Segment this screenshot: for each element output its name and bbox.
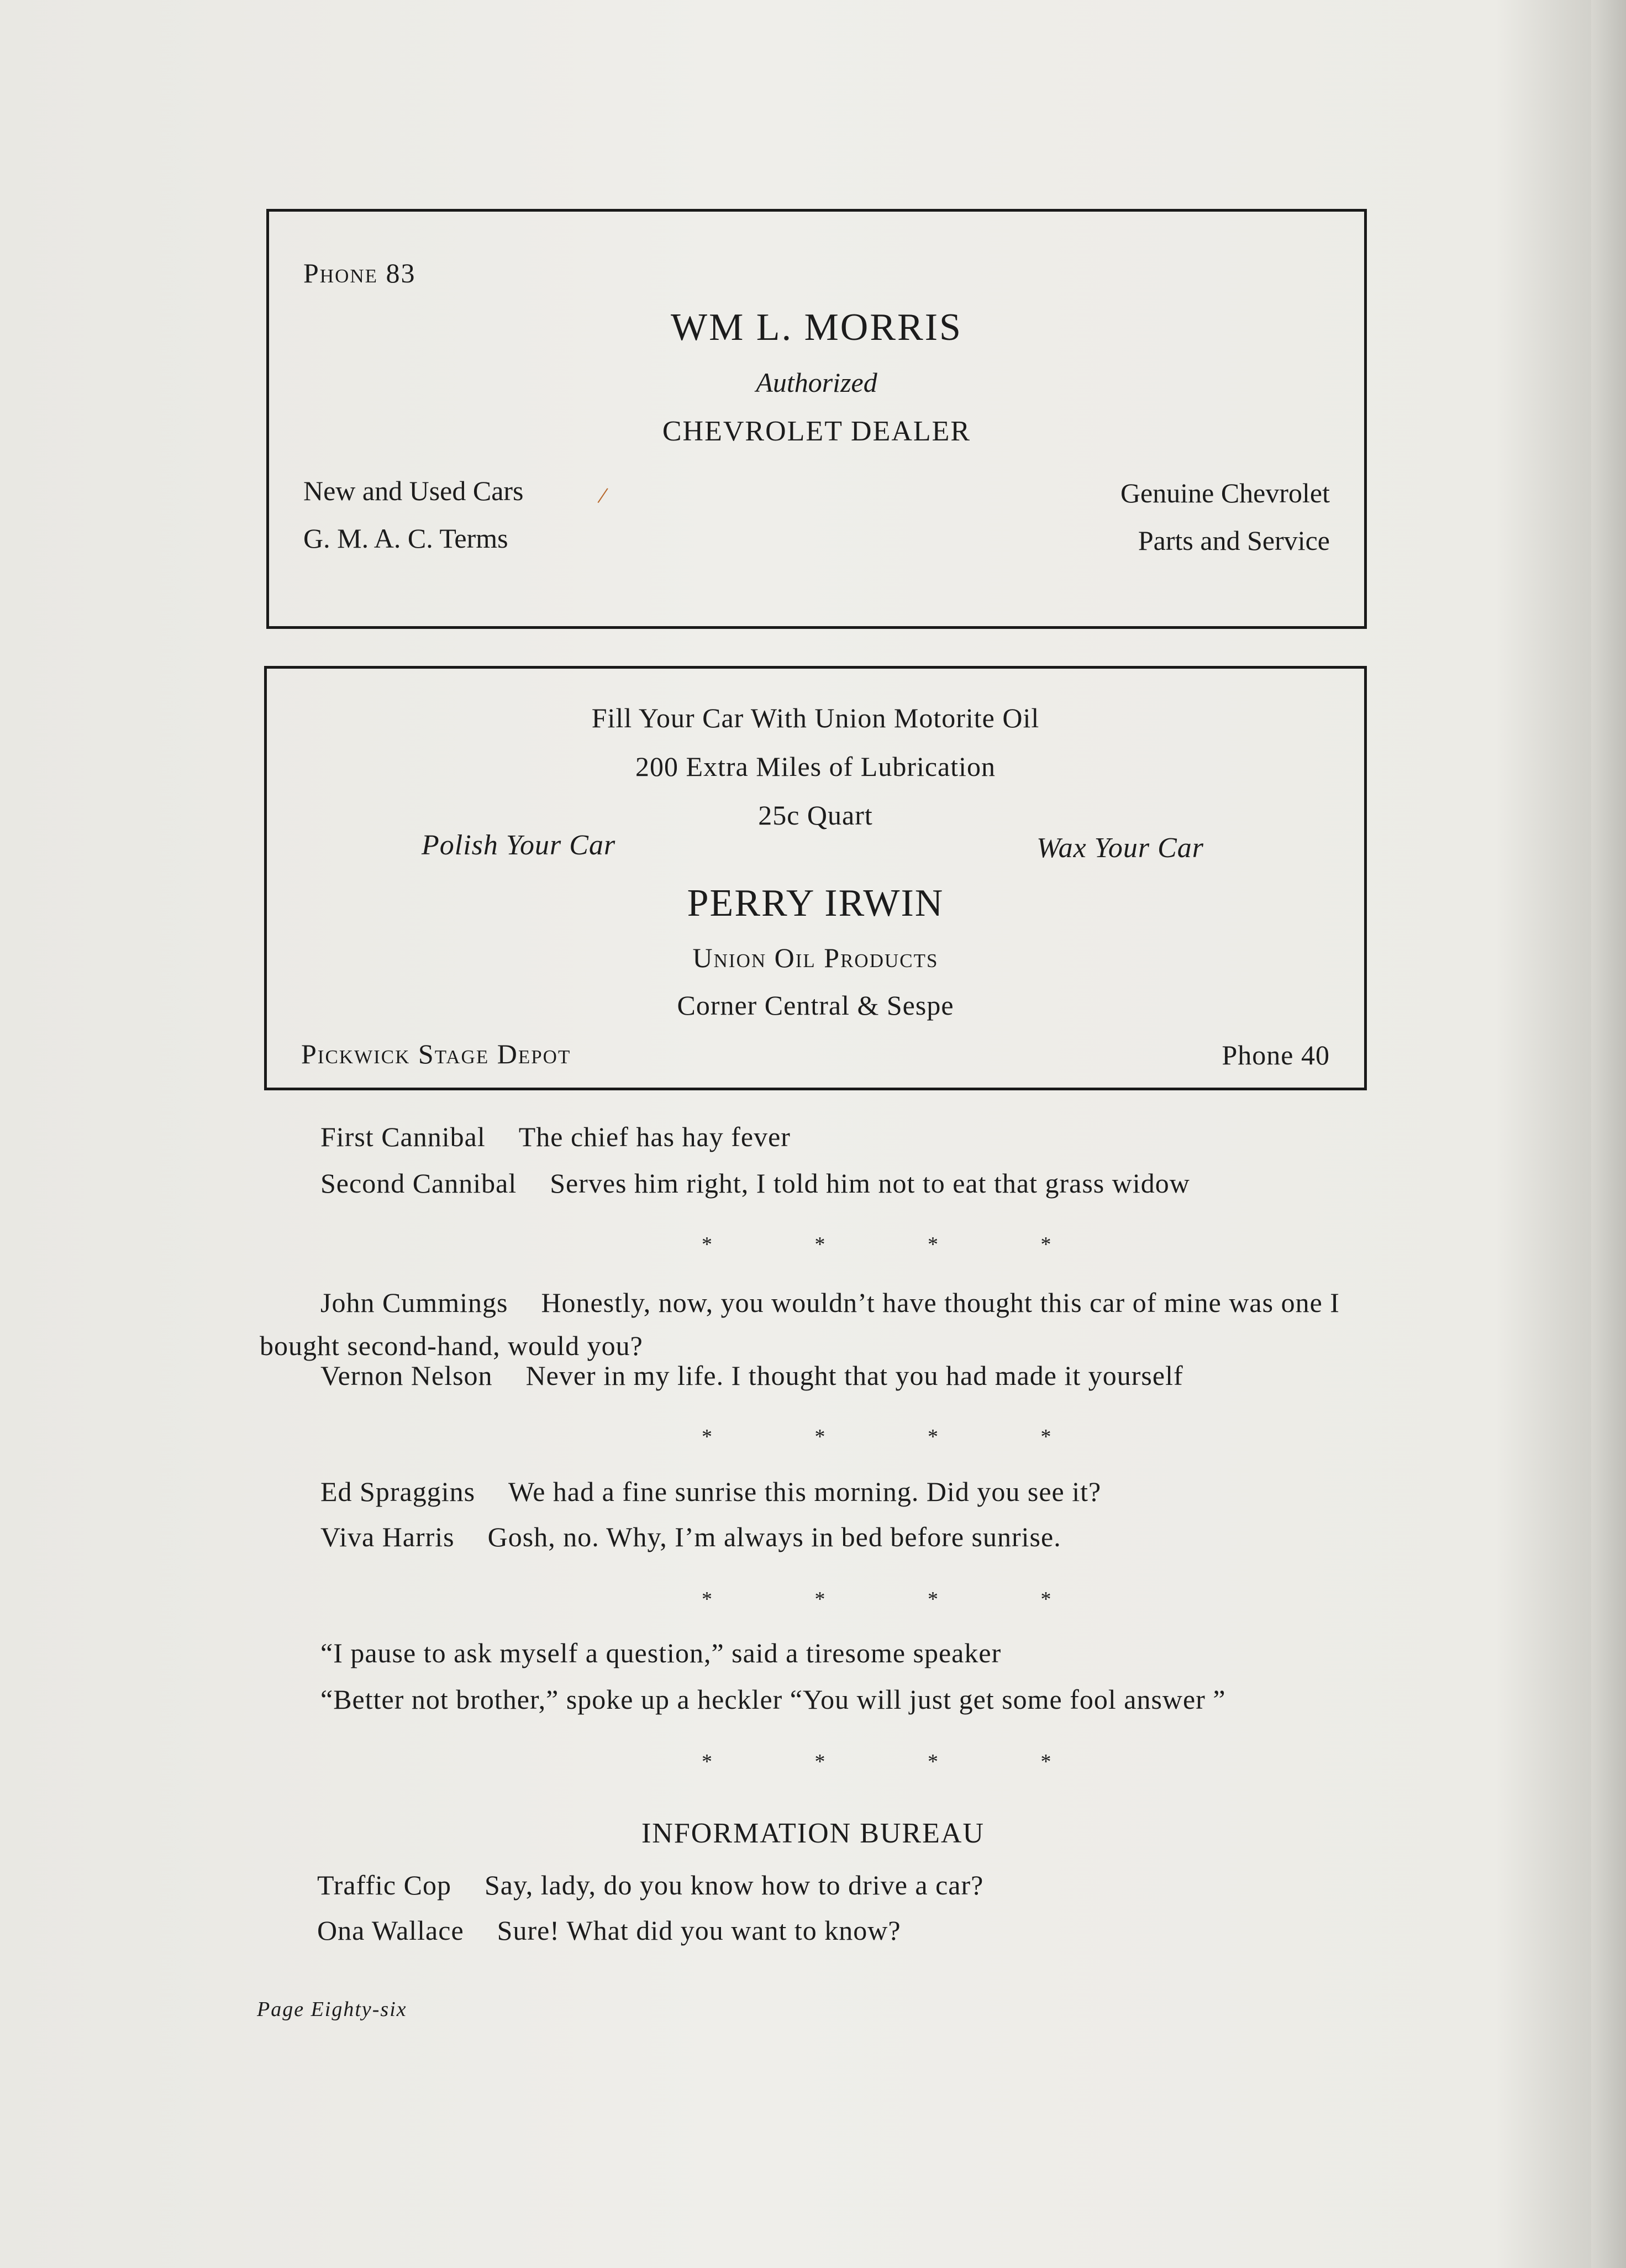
irwin-stage-depot: Pickwick Stage Depot (301, 1038, 571, 1069)
irwin-price: 25c Quart (758, 800, 873, 831)
speaker: First Cannibal (320, 1121, 486, 1152)
morris-genuine-chevrolet: Genuine Chevrolet (1120, 477, 1330, 508)
page-number: Page Eighty-six (257, 1998, 407, 2021)
irwin-union-oil-ad (264, 666, 1367, 1090)
speaker: Vernon Nelson (320, 1360, 493, 1391)
irwin-polish: Polish Your Car (422, 830, 616, 861)
speaker: Ona Wallace (317, 1915, 464, 1946)
joke3-line2 (320, 1521, 1061, 1553)
dialogue: Honestly, now, you wouldn’t have thought this car of mine was one I bought second-hand, would you? (260, 1287, 1340, 1361)
joke2-line2 (320, 1359, 1183, 1392)
speaker: John Cummings (320, 1287, 508, 1318)
dialogue: Serves him right, I told him not to eat that grass widow (550, 1168, 1190, 1199)
joke1-line2 (320, 1167, 1190, 1199)
speaker: Ed Spraggins (320, 1476, 476, 1507)
speaker: Traffic Cop (317, 1870, 451, 1901)
morris-phone: Phone 83 (303, 258, 416, 288)
separator-stars: * * * * (702, 1233, 1100, 1256)
joke3-line1 (320, 1476, 1101, 1508)
dialogue: The chief has hay fever (518, 1121, 791, 1152)
irwin-wax: Wax Your Car (1036, 832, 1204, 864)
joke1-line1 (320, 1121, 791, 1153)
joke4-line2: “Better not brother,” spoke up a heckler “You will just get some fool answer ” (320, 1684, 1226, 1715)
page-edge-shadow (1591, 0, 1626, 2268)
joke2-line1 (260, 1281, 1359, 1367)
bureau-line1 (317, 1869, 983, 1901)
irwin-phone: Phone 40 (1222, 1040, 1330, 1070)
morris-gmac-terms: G. M. A. C. Terms (303, 523, 508, 554)
speaker: Second Cannibal (320, 1168, 517, 1199)
bureau-line2 (317, 1914, 901, 1946)
morris-new-used-cars: New and Used Cars (303, 475, 524, 506)
dialogue: Sure! What did you want to know? (497, 1915, 901, 1946)
dialogue: Say, lady, do you know how to drive a car? (484, 1870, 984, 1901)
morris-chevrolet-ad (266, 209, 1367, 629)
joke4-line1: “I pause to ask myself a question,” said a tiresome speaker (320, 1637, 1002, 1668)
irwin-extra-miles: 200 Extra Miles of Lubrication (635, 751, 996, 782)
irwin-products: Union Oil Products (692, 942, 939, 973)
morris-dealer-title: CHEVROLET DEALER (662, 416, 971, 447)
dialogue: Gosh, no. Why, I’m always in bed before sunrise. (487, 1521, 1061, 1552)
separator-stars: * * * * (702, 1588, 1100, 1611)
morris-authorized: Authorized (756, 367, 877, 398)
irwin-address: Corner Central & Sespe (677, 990, 954, 1021)
pen-mark: / (596, 481, 610, 510)
morris-name: WM L. MORRIS (671, 306, 962, 349)
separator-stars: * * * * (702, 1750, 1100, 1773)
dialogue: We had a fine sunrise this morning. Did you see it? (508, 1476, 1102, 1507)
irwin-name: PERRY IRWIN (687, 882, 944, 925)
morris-parts-service: Parts and Service (1138, 525, 1330, 556)
information-bureau-heading: INFORMATION BUREAU (641, 1818, 985, 1849)
speaker: Viva Harris (320, 1521, 455, 1552)
separator-stars: * * * * (702, 1425, 1100, 1448)
irwin-fill-your-car: Fill Your Car With Union Motorite Oil (591, 702, 1040, 733)
dialogue: Never in my life. I thought that you had made it yourself (525, 1360, 1183, 1391)
